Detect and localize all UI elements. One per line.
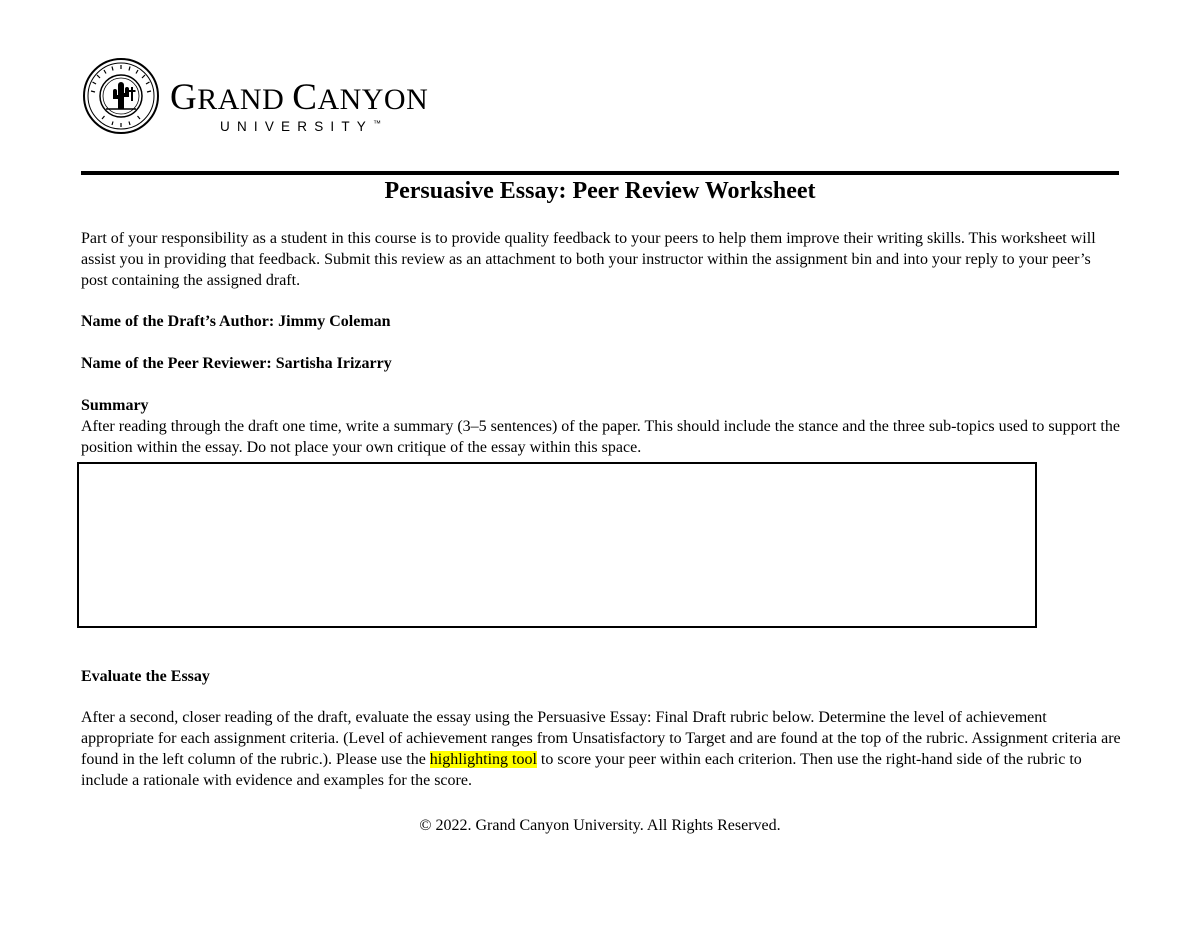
page-title: Persuasive Essay: Peer Review Worksheet (384, 178, 816, 204)
evaluate-text-after: to score your peer within each criterion. Then use the right-hand side of the rubric to include a rationale with evidence and examples for the score. (81, 751, 1082, 789)
reviewer-name: Name of the Peer Reviewer: Sartisha Irizarry (81, 355, 392, 372)
summary-instructions: After reading through the draft one time, write a summary (3–5 sentences) of the paper. This should include the stance and the three sub-topics used to support the position within the essay. Do not place your own critique of the essay within this space. (81, 418, 1120, 456)
author-name: Name of the Draft’s Author: Jimmy Coleman (81, 313, 391, 330)
university-seal-icon (82, 57, 160, 135)
copyright-footer: © 2022. Grand Canyon University. All Rights Reserved. (419, 817, 781, 834)
title-divider (81, 171, 1119, 175)
highlighting-tool-text: highlighting tool (429, 751, 537, 768)
evaluate-instructions (81, 707, 1121, 791)
logo-university-name: GRAND CANYON (170, 77, 429, 118)
summary-heading: Summary (81, 397, 149, 414)
gcu-logo (82, 57, 462, 137)
evaluate-text-before: After a second, closer reading of the draft, evaluate the essay using the Persuasive Essay: Final Draft rubric below. Determine the level of achievement appropriate for each assignment criteria. (Level of achievement ranges from Unsatisfactory to Target and are found at the top of the rubric. Assignment criteria are found in the left column of the rubric.). Please use the (81, 709, 1121, 768)
intro-paragraph: Part of your responsibility as a student in this course is to provide quality feedback to your peers to help them improve their writing skills. This worksheet will assist you in providing that feedback. Submit this review as an attachment to both your instructor within the assignment bin and into your reply to your peer’s post containing the assigned draft. (81, 230, 1096, 289)
summary-answer-box[interactable] (77, 462, 1037, 628)
logo-university-subtitle: UNIVERSITY™ (220, 119, 382, 134)
evaluate-heading: Evaluate the Essay (81, 668, 210, 685)
